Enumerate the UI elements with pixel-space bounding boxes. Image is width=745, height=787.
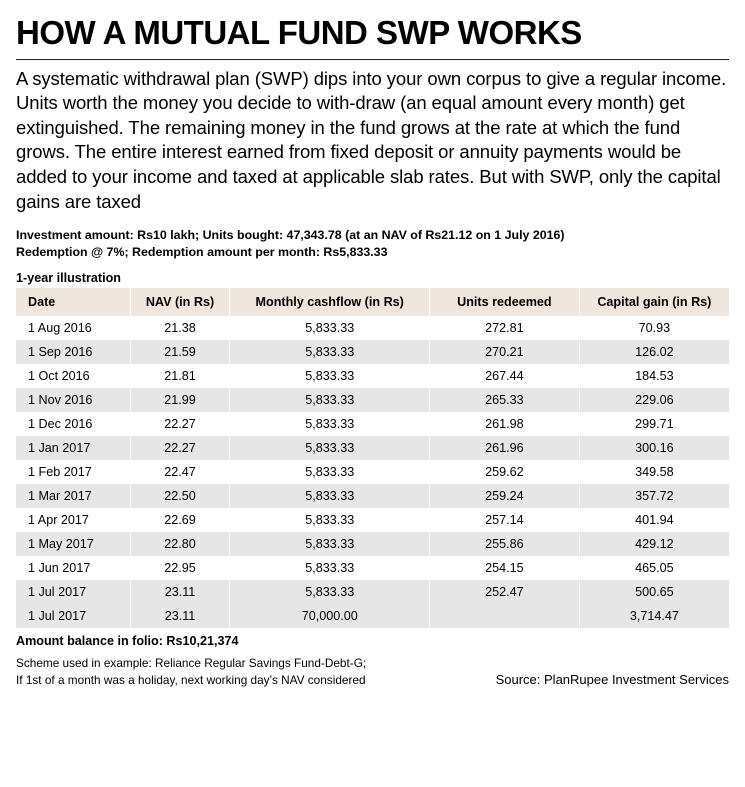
cell-cashflow: 5,833.33 bbox=[230, 580, 430, 604]
cell-gain: 500.65 bbox=[579, 580, 729, 604]
cell-cashflow: 5,833.33 bbox=[230, 532, 430, 556]
cell-date: 1 Jan 2017 bbox=[16, 436, 130, 460]
column-header-capital-gain: Capital gain (in Rs) bbox=[579, 288, 729, 316]
footnote-line-2: If 1st of a month was a holiday, next working day’s NAV considered bbox=[16, 672, 366, 687]
investment-meta-line-2: Redemption @ 7%; Redemption amount per month: Rs5,833.33 bbox=[16, 245, 388, 260]
cell-gain: 184.53 bbox=[579, 364, 729, 388]
cell-cashflow: 5,833.33 bbox=[230, 340, 430, 364]
cell-date: 1 Jul 2017 bbox=[16, 580, 130, 604]
standfirst-paragraph: A systematic withdrawal plan (SWP) dips into your own corpus to give a regular income. Units worth the money you decide to with-draw (an equal amount every month) get extinguished. The remaining money in the fund grows at the rate at which the fund grows. The entire interest earned from fixed deposit or annuity payments would be added to your income and taxed at applicable slab rates. But with SWP, only the capital gains are taxed bbox=[16, 67, 727, 212]
cell-units: 261.98 bbox=[430, 412, 580, 436]
cell-cashflow: 5,833.33 bbox=[230, 436, 430, 460]
cell-gain: 126.02 bbox=[579, 340, 729, 364]
table-row bbox=[16, 436, 729, 460]
investment-meta-line-1: Investment amount: Rs10 lakh; Units bought: 47,343.78 (at an NAV of Rs21.12 on 1 July 2016) bbox=[16, 228, 565, 243]
table-row bbox=[16, 532, 729, 556]
cell-date: 1 Jul 2017 bbox=[16, 604, 130, 628]
cell-gain: 300.16 bbox=[579, 436, 729, 460]
cell-gain: 357.72 bbox=[579, 484, 729, 508]
cell-nav: 23.11 bbox=[130, 580, 230, 604]
cell-nav: 23.11 bbox=[130, 604, 230, 628]
column-header-date: Date bbox=[16, 288, 130, 316]
cell-cashflow: 5,833.33 bbox=[230, 364, 430, 388]
footnote-line-1: Scheme used in example: Reliance Regular Savings Fund-Debt-G; bbox=[16, 655, 367, 670]
cell-cashflow: 5,833.33 bbox=[230, 388, 430, 412]
swp-illustration-table bbox=[16, 288, 729, 628]
cell-units: 259.62 bbox=[430, 460, 580, 484]
cell-units-total bbox=[430, 604, 580, 628]
cell-gain: 429.12 bbox=[579, 532, 729, 556]
cell-nav: 22.50 bbox=[130, 484, 230, 508]
cell-nav: 22.95 bbox=[130, 556, 230, 580]
footer bbox=[16, 655, 729, 689]
cell-date: 1 Feb 2017 bbox=[16, 460, 130, 484]
cell-nav: 21.59 bbox=[130, 340, 230, 364]
cell-date: 1 May 2017 bbox=[16, 532, 130, 556]
cell-units: 252.47 bbox=[430, 580, 580, 604]
cell-date: 1 Dec 2016 bbox=[16, 412, 130, 436]
source-credit: Source: PlanRupee Investment Services bbox=[495, 672, 729, 688]
cell-nav: 21.81 bbox=[130, 364, 230, 388]
table-row bbox=[16, 508, 729, 532]
cell-gain: 401.94 bbox=[579, 508, 729, 532]
cell-cashflow: 5,833.33 bbox=[230, 484, 430, 508]
cell-units: 265.33 bbox=[430, 388, 580, 412]
cell-nav: 22.47 bbox=[130, 460, 230, 484]
title-divider bbox=[16, 59, 729, 60]
cell-units: 270.21 bbox=[430, 340, 580, 364]
investment-meta bbox=[16, 227, 729, 261]
table-header-row bbox=[16, 288, 729, 316]
table-row bbox=[16, 556, 729, 580]
cell-gain: 349.58 bbox=[579, 460, 729, 484]
cell-date: 1 Apr 2017 bbox=[16, 508, 130, 532]
cell-cashflow: 5,833.33 bbox=[230, 460, 430, 484]
cell-units: 261.96 bbox=[430, 436, 580, 460]
cell-gain: 299.71 bbox=[579, 412, 729, 436]
table-row bbox=[16, 364, 729, 388]
cell-date: 1 Sep 2016 bbox=[16, 340, 130, 364]
cell-units: 257.14 bbox=[430, 508, 580, 532]
footnotes bbox=[16, 655, 366, 689]
cell-cashflow: 5,833.33 bbox=[230, 556, 430, 580]
table-row bbox=[16, 412, 729, 436]
cell-date: 1 Nov 2016 bbox=[16, 388, 130, 412]
cell-gain-total: 3,714.47 bbox=[579, 604, 729, 628]
cell-nav: 21.38 bbox=[130, 316, 230, 340]
cell-nav: 22.27 bbox=[130, 436, 230, 460]
cell-date: 1 Aug 2016 bbox=[16, 316, 130, 340]
cell-nav: 22.27 bbox=[130, 412, 230, 436]
folio-balance: Amount balance in folio: Rs10,21,374 bbox=[16, 633, 239, 648]
cell-nav: 22.80 bbox=[130, 532, 230, 556]
cell-gain: 229.06 bbox=[579, 388, 729, 412]
table-row bbox=[16, 340, 729, 364]
page-title: HOW A MUTUAL FUND SWP WORKS bbox=[16, 14, 582, 51]
column-header-nav: NAV (in Rs) bbox=[130, 288, 230, 316]
cell-nav: 21.99 bbox=[130, 388, 230, 412]
cell-units: 272.81 bbox=[430, 316, 580, 340]
cell-date: 1 Mar 2017 bbox=[16, 484, 130, 508]
column-header-monthly-cashflow: Monthly cashflow (in Rs) bbox=[230, 288, 430, 316]
cell-date: 1 Jun 2017 bbox=[16, 556, 130, 580]
table-row bbox=[16, 316, 729, 340]
table-subheading: 1-year illustration bbox=[16, 270, 121, 285]
cell-gain: 465.05 bbox=[579, 556, 729, 580]
cell-cashflow: 5,833.33 bbox=[230, 412, 430, 436]
cell-cashflow: 5,833.33 bbox=[230, 508, 430, 532]
cell-cashflow: 5,833.33 bbox=[230, 316, 430, 340]
column-header-units-redeemed: Units redeemed bbox=[430, 288, 580, 316]
cell-gain: 70.93 bbox=[579, 316, 729, 340]
cell-cashflow-total: 70,000.00 bbox=[230, 604, 430, 628]
table-row bbox=[16, 580, 729, 604]
cell-units: 259.24 bbox=[430, 484, 580, 508]
cell-date: 1 Oct 2016 bbox=[16, 364, 130, 388]
cell-units: 254.15 bbox=[430, 556, 580, 580]
cell-nav: 22.69 bbox=[130, 508, 230, 532]
cell-units: 255.86 bbox=[430, 532, 580, 556]
table-row bbox=[16, 484, 729, 508]
table-row bbox=[16, 460, 729, 484]
cell-units: 267.44 bbox=[430, 364, 580, 388]
table-total-row bbox=[16, 604, 729, 628]
table-row bbox=[16, 388, 729, 412]
